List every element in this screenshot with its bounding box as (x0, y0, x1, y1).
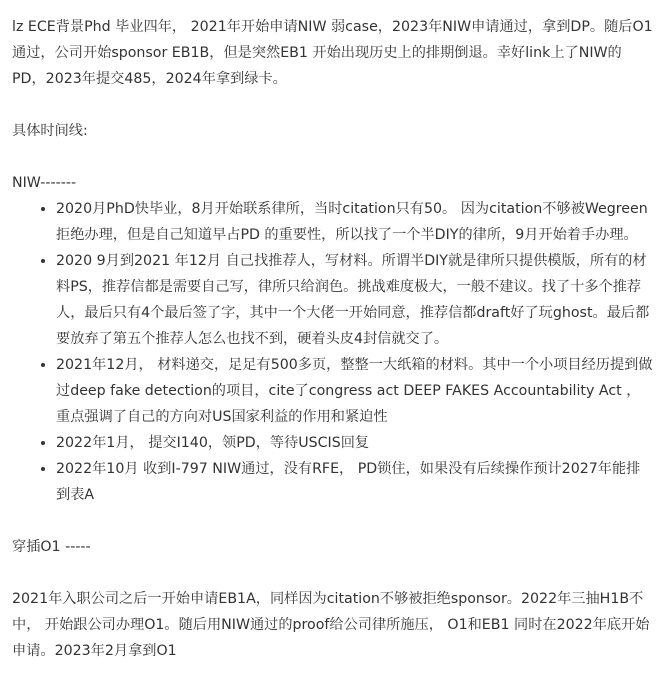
o1-heading: 穿插O1 ----- (12, 539, 91, 555)
niw-timeline-list (12, 196, 654, 508)
intro-paragraph: lz ECE背景Phd 毕业四年， 2021年开始申请NIW 弱case，2023年NIW申请通过，拿到DP。随后O1通过，公司开始sponsor EB1B，但是突然EB1 开始出现历史上的排期倒退。幸好link上了NIW的PD，2023年提交485，2024年拿到绿卡。 (12, 19, 653, 87)
list-item: • 2022年1月， 提交I140，领PD，等待USCIS回复 (56, 430, 654, 456)
list-item: • 2021年12月， 材料递交，足足有500多页，整整一大纸箱的材料。其中一个小项目经历提到做过deep fake detection的项目，cite了congress act DEEP FAKES Accountability Act ，重点强调了自己的方向对US国家利益的作用和紧迫性 (56, 352, 654, 430)
list-item: • 2020月PhD快毕业，8月开始联系律所，当时citation只有50。 因为citation不够被Wegreen拒绝办理，但是自己知道早占PD 的重要性，所以找了一个半DIY的律所，9月开始着手办理。 (56, 196, 654, 248)
list-item: • 2022年10月 收到I-797 NIW通过，没有RFE， PD锁住，如果没有后续操作预计2027年能排到表A (56, 456, 654, 508)
niw-heading: NIW------- (12, 175, 77, 191)
timeline-heading: 具体时间线: (12, 123, 88, 139)
list-item: • 2020 9月到2021 年12月 自己找推荐人，写材料。所谓半DIY就是律所只提供模版，所有的材料PS，推荐信都是需要自己写，律所只给润色。挑战难度极大，一般不建议。找了十多个推荐人，最后只有4个最后签了字，其中一个大佬一开始同意，推荐信都draft好了玩ghost。最后都要放弃了第五个推荐人怎么也找不到，硬着头皮4封信就交了。 (56, 248, 654, 352)
o1-paragraph: 2021年入职公司之后一开始申请EB1A，同样因为citation不够被拒绝sponsor。2022年三抽H1B不中， 开始跟公司办理O1。随后用NIW通过的proof给公司律所施压， O1和EB1 同时在2022年底开始申请。2023年2月拿到O1 (12, 591, 650, 659)
